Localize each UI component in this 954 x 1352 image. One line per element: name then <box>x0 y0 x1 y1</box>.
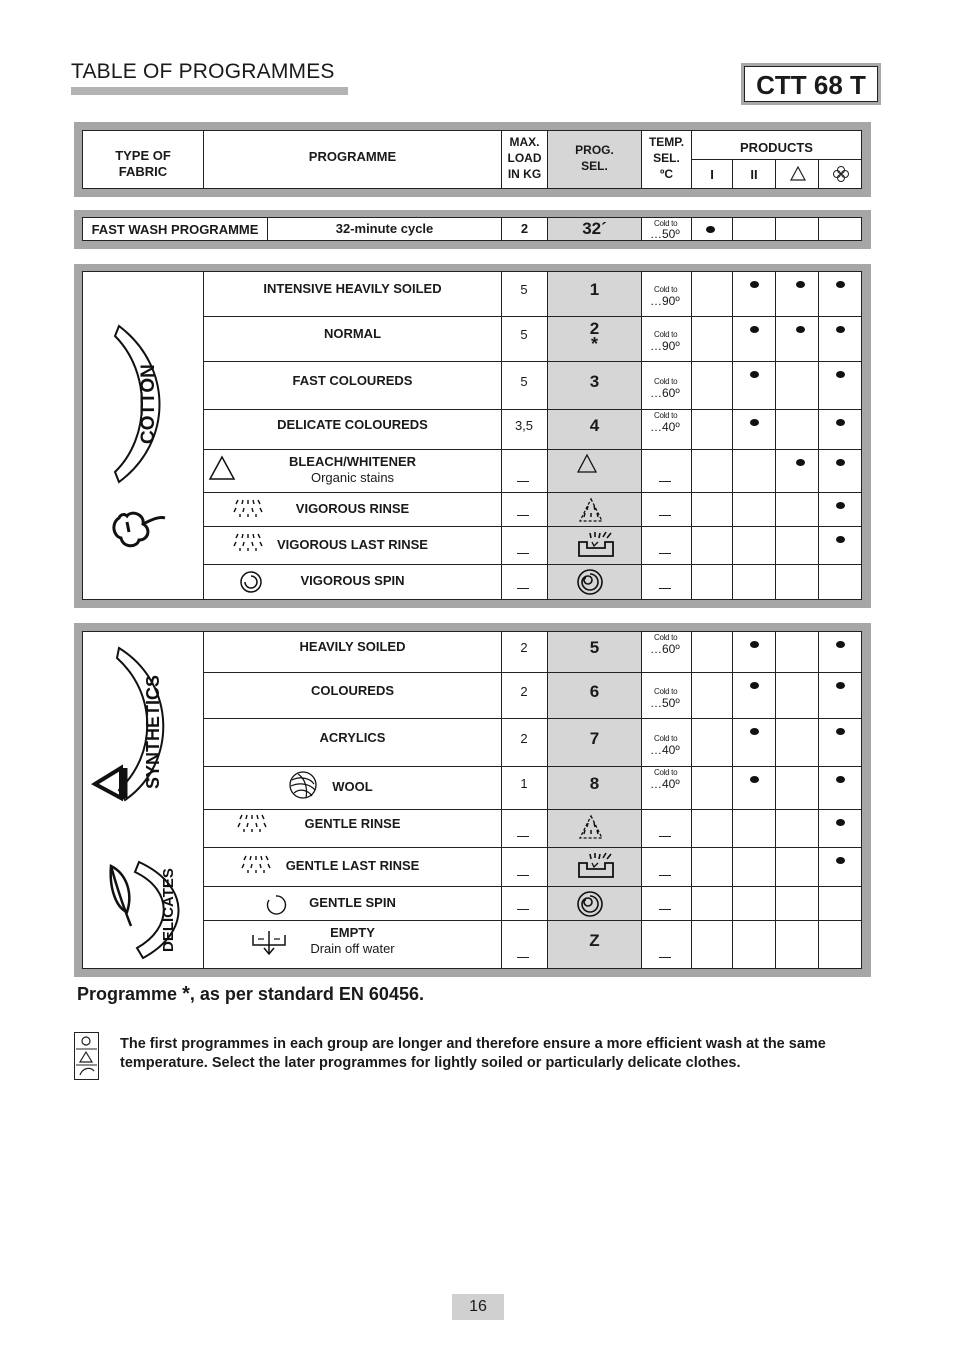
product-cell-1 <box>691 847 733 887</box>
bleach-triangle-icon <box>789 165 807 182</box>
programme-name: GENTLE SPIN <box>309 895 396 910</box>
model-name: CTT 68 T <box>744 66 878 102</box>
temp-cell <box>641 271 692 317</box>
product-cell-2 <box>732 526 776 565</box>
bleach-triangle-icon <box>207 454 237 482</box>
fast-wash-label: FAST WASH PROGRAMME <box>91 222 259 237</box>
prog-sel-cell <box>547 672 642 719</box>
programme-cell-acrylics <box>203 718 502 767</box>
prog-number: 8 <box>589 774 600 793</box>
temp-cold-label: Cold to <box>654 768 678 777</box>
programme-name: GENTLE RINSE <box>304 816 401 831</box>
load-cell <box>501 886 548 921</box>
cotton-fabric-cell <box>82 271 204 600</box>
temp-cell <box>641 766 692 810</box>
temp-cold-label: Cold to <box>654 285 678 294</box>
header-prog-label: PROG. SEL. <box>575 143 614 173</box>
product-cell-3 <box>775 316 819 362</box>
product-cell-2 <box>732 920 776 969</box>
product-cell-2 <box>732 766 776 810</box>
product-cell-2 <box>732 271 776 317</box>
load-dash <box>517 588 529 589</box>
load-cell <box>501 316 548 362</box>
load-cell <box>501 920 548 969</box>
temp-cold-label: Cold to <box>654 330 678 339</box>
product-cell-1 <box>691 492 733 527</box>
prog-sel-cell <box>547 886 642 921</box>
programme-name: VIGOROUS SPIN <box>300 573 405 588</box>
temp-value: …60º <box>650 386 680 400</box>
temp-cell <box>641 361 692 410</box>
temp-cell <box>641 847 692 887</box>
programme-subtitle: Organic stains <box>310 470 395 485</box>
synthetics-iron-icon <box>91 762 133 802</box>
temp-value: …50º <box>650 696 680 710</box>
product-dot <box>836 281 845 288</box>
header-load-cell <box>501 130 548 189</box>
product-cell-2 <box>732 361 776 410</box>
product-dot <box>836 502 845 509</box>
product-cell-1 <box>691 409 733 450</box>
prog-sel-cell <box>547 631 642 673</box>
title-underline <box>71 87 348 95</box>
load-cell <box>501 361 548 410</box>
fast-wash-load: 2 <box>520 221 529 236</box>
fast-wash-temp-small: Cold to <box>654 219 678 228</box>
programme-name: WOOL <box>332 779 373 794</box>
prog-sel-cell <box>547 271 642 317</box>
load-cell <box>501 449 548 493</box>
programme-name: VIGOROUS RINSE <box>295 501 410 516</box>
temp-cell <box>641 718 692 767</box>
product-cell-1 <box>691 631 733 673</box>
standard-note <box>77 983 424 1006</box>
temp-value: …40º <box>650 777 680 791</box>
spray-rinse-icon <box>236 813 270 833</box>
product-cell-4 <box>818 631 862 673</box>
prog-number: 6 <box>589 682 600 701</box>
cotton-group-label: COTTON <box>138 364 159 444</box>
load-value: 2 <box>520 684 528 699</box>
product-cell-3 <box>775 564 819 600</box>
programme-note: The first programmes in each group are longer and therefore ensure a more efficient wash at the same temperature. Select the later programmes for lightly soiled or particularly delicate clothes. <box>120 1036 826 1071</box>
product-cell-3 <box>775 920 819 969</box>
spin-selector-icon <box>576 568 604 596</box>
header-prog-cell <box>547 130 642 189</box>
temp-cell <box>641 631 692 673</box>
fast-wash-label-cell <box>82 217 268 241</box>
header-programme-cell <box>203 130 502 189</box>
product-dot <box>796 281 805 288</box>
spray-rinse-icon <box>232 532 266 552</box>
prog-sel-cell <box>547 361 642 410</box>
temp-dash <box>659 481 671 482</box>
spray-rinse-icon <box>232 498 266 518</box>
programme-cell-delicate-coloureds <box>203 409 502 450</box>
programme-cell-normal <box>203 316 502 362</box>
product-cell-1 <box>691 316 733 362</box>
programme-cell-gentle-spin <box>203 886 502 921</box>
cotton-plant-icon <box>109 508 167 552</box>
load-value: 2 <box>520 731 528 746</box>
product-cell-3 <box>775 766 819 810</box>
header-product-4-cell <box>818 159 862 189</box>
prog-number: 2 <box>589 319 600 338</box>
product-dot <box>796 326 805 333</box>
programme-name: FAST COLOUREDS <box>292 373 413 388</box>
prog-sel-cell <box>547 492 642 527</box>
product-cell-1 <box>691 271 733 317</box>
temp-cell <box>641 672 692 719</box>
bleach-selector-icon <box>576 453 598 475</box>
load-value: 2 <box>520 640 528 655</box>
product-cell-1 <box>691 526 733 565</box>
programme-name: BLEACH/WHITENER <box>288 454 417 469</box>
header-temp-cell <box>641 130 692 189</box>
prog-sel-cell <box>547 409 642 450</box>
product-cell-4 <box>818 672 862 719</box>
product-cell-2 <box>732 449 776 493</box>
product-dot <box>750 728 759 735</box>
product-cell-4 <box>818 492 862 527</box>
page-number: 16 <box>452 1294 504 1320</box>
prog-sel-cell <box>547 718 642 767</box>
product-cell-4 <box>818 316 862 362</box>
product-cell-2 <box>732 718 776 767</box>
product-dot <box>836 371 845 378</box>
drain-icon <box>250 929 288 955</box>
cotton-banner-icon <box>111 322 171 487</box>
temp-cell <box>641 492 692 527</box>
programme-name: NORMAL <box>323 326 382 341</box>
product-dot <box>706 226 715 233</box>
programme-name: HEAVILY SOILED <box>299 639 406 654</box>
load-cell <box>501 526 548 565</box>
product-dot <box>750 419 759 426</box>
temp-value: …90º <box>650 339 680 353</box>
load-cell <box>501 718 548 767</box>
programme-cell-gentle-last-rinse <box>203 847 502 887</box>
load-dash <box>517 875 529 876</box>
product-cell-4 <box>818 361 862 410</box>
product-dot <box>836 641 845 648</box>
fast-wash-cycle-cell <box>267 217 502 241</box>
temp-dash <box>659 875 671 876</box>
product-dot <box>836 776 845 783</box>
programme-name: ACRYLICS <box>319 730 386 745</box>
product-dot <box>836 459 845 466</box>
product-cell-1 <box>691 672 733 719</box>
load-dash <box>517 957 529 958</box>
product-cell-3 <box>775 886 819 921</box>
prog-number: Z <box>589 931 600 950</box>
temp-cell <box>641 809 692 848</box>
header-products-label: PRODUCTS <box>740 140 813 155</box>
product-cell-4 <box>818 718 862 767</box>
prog-sel-cell <box>547 564 642 600</box>
fast-wash-product-4 <box>818 217 862 241</box>
load-value: 5 <box>520 374 528 389</box>
product-cell-4 <box>818 449 862 493</box>
last-rinse-selector-icon <box>576 851 616 881</box>
product-cell-4 <box>818 766 862 810</box>
product-cell-2 <box>732 847 776 887</box>
product-cell-3 <box>775 271 819 317</box>
product-dot <box>836 857 845 864</box>
synthetics-group-label: SYNTHETICS <box>143 674 163 789</box>
load-cell <box>501 564 548 600</box>
fast-wash-prog: 32´ <box>582 219 607 238</box>
product-dot <box>750 776 759 783</box>
product-cell-3 <box>775 672 819 719</box>
prog-sel-cell <box>547 766 642 810</box>
gentle-spin-icon <box>264 893 288 917</box>
product-cell-4 <box>818 886 862 921</box>
product-dot <box>836 536 845 543</box>
product-cell-4 <box>818 847 862 887</box>
fast-wash-product-2 <box>732 217 776 241</box>
temp-cell <box>641 920 692 969</box>
prog-number: 3 <box>589 372 600 391</box>
programme-subtitle: Drain off water <box>310 941 395 956</box>
product-dot <box>750 326 759 333</box>
product-cell-4 <box>818 271 862 317</box>
temp-value: …40º <box>650 420 680 434</box>
softener-flower-icon <box>832 165 850 183</box>
load-dash <box>517 553 529 554</box>
prog-number: 1 <box>589 280 600 299</box>
product-dot <box>750 281 759 288</box>
programme-cell-vigorous-rinse <box>203 492 502 527</box>
delicates-banner-icon <box>133 858 189 963</box>
header-product-2-cell <box>732 159 776 189</box>
header-programme-label: PROGRAMME <box>308 149 397 164</box>
product-cell-1 <box>691 920 733 969</box>
temp-value: …40º <box>650 743 680 757</box>
programme-cell-vigorous-spin <box>203 564 502 600</box>
temp-cold-label: Cold to <box>654 687 678 696</box>
programme-cell-coloureds <box>203 672 502 719</box>
temp-dash <box>659 909 671 910</box>
standard-text: , as per standard EN 60456. <box>189 984 424 1004</box>
product-cell-2 <box>732 672 776 719</box>
header-load-label: MAX. LOAD IN KG <box>507 135 542 181</box>
load-cell <box>501 847 548 887</box>
header-product-1-cell <box>691 159 733 189</box>
load-dash <box>517 909 529 910</box>
product-cell-4 <box>818 526 862 565</box>
prog-sel-cell <box>547 526 642 565</box>
temp-cell <box>641 886 692 921</box>
prog-sel-cell <box>547 920 642 969</box>
load-dash <box>517 515 529 516</box>
programme-cell-heavily-soiled <box>203 631 502 673</box>
product-cell-2 <box>732 631 776 673</box>
product-cell-1 <box>691 718 733 767</box>
product-cell-3 <box>775 361 819 410</box>
spray-rinse-icon <box>240 854 274 874</box>
product-cell-3 <box>775 526 819 565</box>
product-cell-3 <box>775 492 819 527</box>
programme-name: EMPTY <box>330 925 375 940</box>
delicates-feather-icon <box>103 860 137 930</box>
fabric-symbols-icon <box>74 1032 99 1080</box>
fast-wash-cycle: 32-minute cycle <box>335 221 434 236</box>
programme-cell-intensive-heavily-soiled <box>203 271 502 317</box>
temp-cold-label: Cold to <box>654 633 678 642</box>
header-product-1-label: I <box>710 167 714 182</box>
product-cell-2 <box>732 809 776 848</box>
fast-wash-prog-cell <box>547 217 642 241</box>
programme-name: COLOUREDS <box>310 683 395 698</box>
temp-dash <box>659 836 671 837</box>
prog-sel-cell <box>547 809 642 848</box>
product-cell-1 <box>691 809 733 848</box>
product-cell-3 <box>775 809 819 848</box>
header-fabric-cell <box>82 130 204 189</box>
load-value: 3,5 <box>514 418 534 433</box>
prog-number: 7 <box>589 729 600 748</box>
product-dot <box>796 459 805 466</box>
product-dot <box>836 419 845 426</box>
standard-prefix: Programme <box>77 984 178 1004</box>
product-dot <box>836 326 845 333</box>
load-cell <box>501 409 548 450</box>
prog-sel-cell <box>547 316 642 362</box>
product-cell-3 <box>775 718 819 767</box>
programme-cell-fast-coloureds <box>203 361 502 410</box>
fast-wash-temp-cell <box>641 217 692 241</box>
programme-cell-vigorous-last-rinse <box>203 526 502 565</box>
delicates-group-label: DELICATES <box>160 868 177 952</box>
temp-cell <box>641 564 692 600</box>
load-cell <box>501 809 548 848</box>
temp-dash <box>659 588 671 589</box>
product-cell-2 <box>732 409 776 450</box>
load-dash <box>517 836 529 837</box>
prog-number: 5 <box>589 638 600 657</box>
load-cell <box>501 766 548 810</box>
temp-dash <box>659 553 671 554</box>
product-cell-1 <box>691 766 733 810</box>
temp-cold-label: Cold to <box>654 411 678 420</box>
load-cell <box>501 271 548 317</box>
programme-cell-empty <box>203 920 502 969</box>
programme-cell-wool <box>203 766 502 810</box>
rinse-selector-icon <box>576 496 606 524</box>
product-cell-3 <box>775 449 819 493</box>
temp-dash <box>659 957 671 958</box>
product-cell-2 <box>732 492 776 527</box>
fast-wash-product-3 <box>775 217 819 241</box>
programme-cell-bleach-whitener <box>203 449 502 493</box>
product-cell-2 <box>732 316 776 362</box>
product-cell-4 <box>818 409 862 450</box>
temp-cell <box>641 526 692 565</box>
header-products-cell <box>691 130 862 160</box>
temp-cell <box>641 316 692 362</box>
temp-cell <box>641 409 692 450</box>
load-value: 1 <box>520 776 528 791</box>
standard-asterisk: * <box>182 983 190 1005</box>
standard-asterisk: * <box>590 334 598 354</box>
programme-name: VIGOROUS LAST RINSE <box>277 537 428 552</box>
programme-name: DELICATE COLOUREDS <box>277 417 428 432</box>
product-cell-2 <box>732 564 776 600</box>
product-cell-2 <box>732 886 776 921</box>
product-cell-3 <box>775 409 819 450</box>
product-dot <box>750 641 759 648</box>
product-cell-4 <box>818 809 862 848</box>
page-title: TABLE OF PROGRAMMES <box>71 60 335 83</box>
load-dash <box>517 481 529 482</box>
spin-icon <box>238 569 264 595</box>
programme-name: GENTLE LAST RINSE <box>285 858 420 873</box>
temp-value: …60º <box>650 642 680 656</box>
prog-number: 4 <box>589 416 600 435</box>
load-value: 5 <box>520 282 528 297</box>
product-cell-1 <box>691 564 733 600</box>
temp-cold-label: Cold to <box>654 377 678 386</box>
load-cell <box>501 492 548 527</box>
temp-cell <box>641 449 692 493</box>
temp-dash <box>659 515 671 516</box>
header-product-3-cell <box>775 159 819 189</box>
product-cell-4 <box>818 920 862 969</box>
product-cell-1 <box>691 886 733 921</box>
product-cell-4 <box>818 564 862 600</box>
load-cell <box>501 672 548 719</box>
spin-selector-icon <box>576 890 604 918</box>
product-cell-3 <box>775 847 819 887</box>
header-fabric-label: TYPE OF FABRIC <box>115 148 171 179</box>
fast-wash-load-cell <box>501 217 548 241</box>
fast-wash-temp: …50º <box>650 227 680 241</box>
rinse-selector-icon <box>576 813 606 841</box>
temp-value: …90º <box>650 294 680 308</box>
synthetics-fabric-cell <box>82 631 204 969</box>
load-value: 5 <box>520 327 528 342</box>
programme-cell-gentle-rinse <box>203 809 502 848</box>
product-cell-3 <box>775 631 819 673</box>
temp-cold-label: Cold to <box>654 734 678 743</box>
product-dot <box>750 682 759 689</box>
wool-icon <box>286 770 320 800</box>
prog-sel-cell <box>547 847 642 887</box>
header-temp-label: TEMP. SEL. ºC <box>648 135 685 181</box>
fast-wash-product-1 <box>691 217 733 241</box>
product-cell-1 <box>691 449 733 493</box>
load-cell <box>501 631 548 673</box>
product-dot <box>836 682 845 689</box>
product-dot <box>750 371 759 378</box>
prog-sel-cell <box>547 449 642 493</box>
product-cell-1 <box>691 361 733 410</box>
programme-name: INTENSIVE HEAVILY SOILED <box>263 281 442 296</box>
product-dot <box>836 819 845 826</box>
last-rinse-selector-icon <box>576 530 616 560</box>
product-dot <box>836 728 845 735</box>
header-product-2-label: II <box>750 167 758 182</box>
